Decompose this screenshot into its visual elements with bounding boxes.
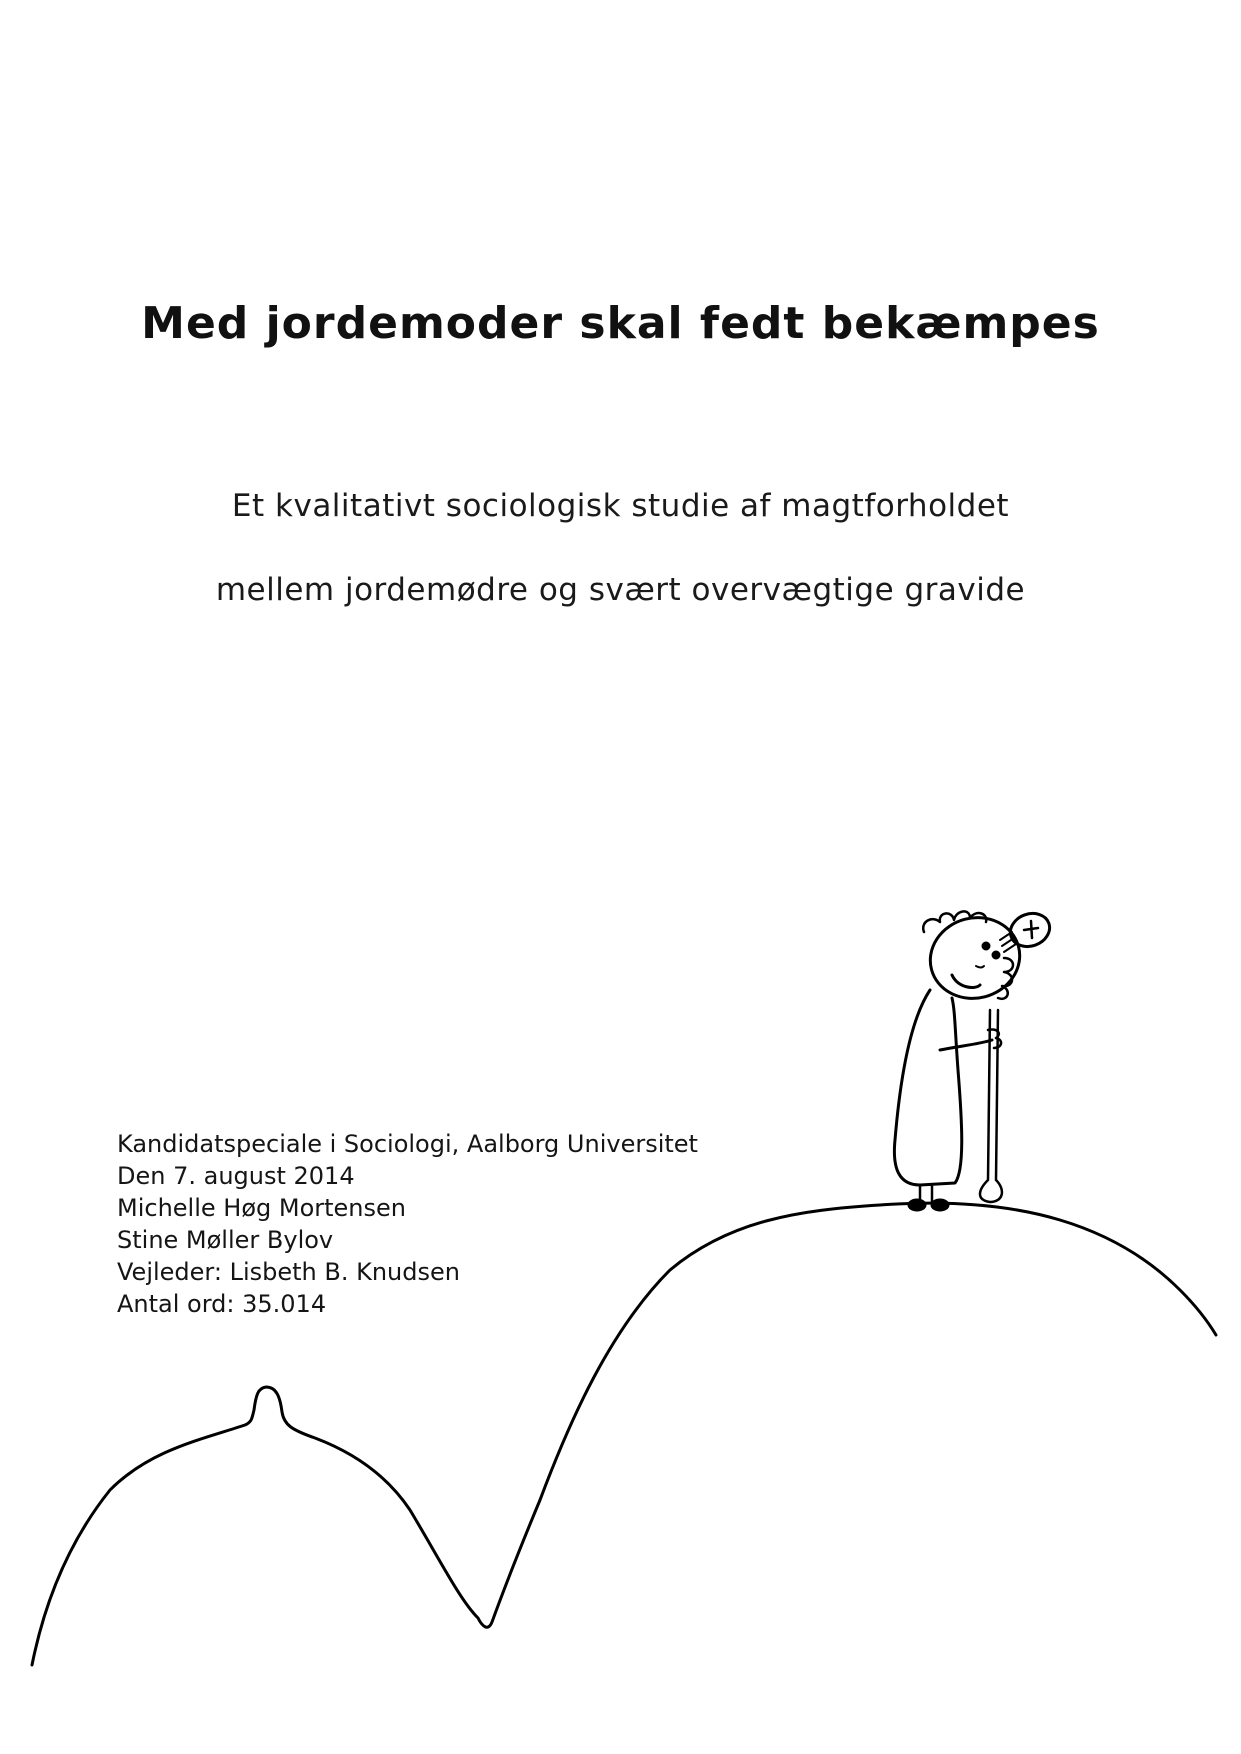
thesis-info-block bbox=[117, 1128, 698, 1320]
midwife-figure-drawing bbox=[894, 908, 1054, 1210]
subtitle-line-1: Et kvalitativt sociologisk studie af magtforholdet bbox=[231, 488, 1010, 524]
supervisor: Vejleder: Lisbeth B. Knudsen bbox=[117, 1258, 460, 1286]
belly-curve-drawing bbox=[880, 1203, 1216, 1335]
thesis-type: Kandidatspeciale i Sociologi, Aalborg Universitet bbox=[117, 1130, 698, 1158]
author-2: Stine Møller Bylov bbox=[117, 1226, 334, 1254]
word-count: Antal ord: 35.014 bbox=[117, 1290, 327, 1318]
thesis-date: Den 7. august 2014 bbox=[117, 1162, 355, 1190]
author-1: Michelle Høg Mortensen bbox=[117, 1194, 406, 1222]
subtitle-line-2: mellem jordemødre og svært overvægtige gravide bbox=[215, 572, 1026, 608]
document-title: Med jordemoder skal fedt bekæmpes bbox=[141, 298, 1100, 349]
